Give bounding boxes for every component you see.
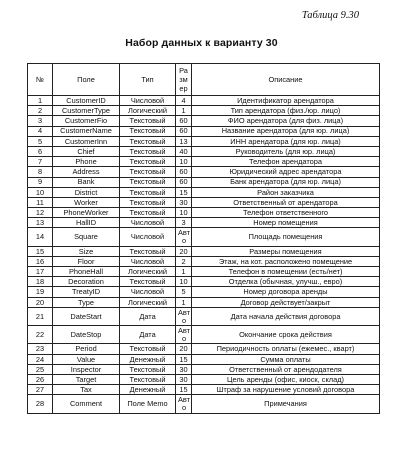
- table-row: [28, 354, 380, 364]
- cell-number: 15: [28, 246, 53, 256]
- cell-type: Текстовый: [120, 246, 176, 256]
- column-header-field: Поле: [53, 64, 120, 96]
- cell-field: Square: [53, 228, 120, 246]
- cell-number: 14: [28, 228, 53, 246]
- cell-description: Руководитель (для юр. лица): [192, 146, 380, 156]
- cell-field: Target: [53, 375, 120, 385]
- cell-type: Денежный: [120, 354, 176, 364]
- cell-field: HallID: [53, 218, 120, 228]
- cell-field: CustomerType: [53, 106, 120, 116]
- cell-description: Район заказчика: [192, 187, 380, 197]
- cell-type: Текстовый: [120, 208, 176, 218]
- cell-size: 40: [176, 146, 192, 156]
- cell-type: Логический: [120, 297, 176, 307]
- table-row: [28, 395, 380, 413]
- cell-field: Address: [53, 167, 120, 177]
- cell-type: Дата: [120, 307, 176, 325]
- cell-type: Числовой: [120, 228, 176, 246]
- cell-size: 60: [176, 177, 192, 187]
- cell-number: 26: [28, 375, 53, 385]
- cell-type: Логический: [120, 106, 176, 116]
- cell-number: 28: [28, 395, 53, 413]
- cell-description: ИНН арендатора (для юр. лица): [192, 136, 380, 146]
- cell-type: Числовой: [120, 287, 176, 297]
- cell-description: ФИО арендатора (для физ. лица): [192, 116, 380, 126]
- cell-size: 1: [176, 297, 192, 307]
- cell-number: 23: [28, 344, 53, 354]
- table-row: [28, 106, 380, 116]
- cell-type: Поле Memo: [120, 395, 176, 413]
- cell-type: Числовой: [120, 256, 176, 266]
- cell-number: 16: [28, 256, 53, 266]
- table-header-row: [28, 64, 380, 96]
- cell-number: 10: [28, 187, 53, 197]
- page-title: Набор данных к варианту 30: [125, 37, 278, 49]
- data-table: [27, 63, 380, 414]
- cell-description: Юридический адрес арендатора: [192, 167, 380, 177]
- column-header-number: №: [28, 64, 53, 96]
- cell-field: PhoneWorker: [53, 208, 120, 218]
- cell-number: 11: [28, 197, 53, 207]
- table-row: [28, 96, 380, 106]
- cell-number: 9: [28, 177, 53, 187]
- cell-size: [176, 307, 192, 325]
- table-row: [28, 297, 380, 307]
- cell-number: 17: [28, 267, 53, 277]
- cell-number: 18: [28, 277, 53, 287]
- cell-field: Period: [53, 344, 120, 354]
- cell-size: 15: [176, 385, 192, 395]
- cell-field: Chief: [53, 146, 120, 156]
- table-row: [28, 246, 380, 256]
- cell-field: Type: [53, 297, 120, 307]
- cell-field: CustomerInn: [53, 136, 120, 146]
- cell-size: 13: [176, 136, 192, 146]
- cell-description: Периодичность оплаты (ежемес., кварт): [192, 344, 380, 354]
- cell-type: Дата: [120, 326, 176, 344]
- table-row: [28, 177, 380, 187]
- cell-size: 30: [176, 197, 192, 207]
- table-row: [28, 287, 380, 297]
- table-row: [28, 344, 380, 354]
- cell-field: TreatyID: [53, 287, 120, 297]
- column-header-type: Тип: [120, 64, 176, 96]
- cell-field: District: [53, 187, 120, 197]
- cell-number: 22: [28, 326, 53, 344]
- cell-size: [176, 395, 192, 413]
- cell-number: 27: [28, 385, 53, 395]
- cell-type: Текстовый: [120, 344, 176, 354]
- table-row: [28, 267, 380, 277]
- cell-field: Worker: [53, 197, 120, 207]
- cell-number: 24: [28, 354, 53, 364]
- table-row: [28, 167, 380, 177]
- cell-type: Текстовый: [120, 375, 176, 385]
- table-row: [28, 326, 380, 344]
- cell-field: Tax: [53, 385, 120, 395]
- cell-size-label: Авто: [177, 307, 191, 325]
- cell-type: Текстовый: [120, 136, 176, 146]
- cell-description: Ответственный от арендатора: [192, 197, 380, 207]
- cell-size: 10: [176, 208, 192, 218]
- cell-field: CustomerName: [53, 126, 120, 136]
- cell-size: 1: [176, 106, 192, 116]
- cell-type: Текстовый: [120, 197, 176, 207]
- table-number: Таблица 9.30: [301, 10, 359, 21]
- cell-field: Comment: [53, 395, 120, 413]
- table-row: [28, 218, 380, 228]
- cell-field: DateStart: [53, 307, 120, 325]
- cell-size: 30: [176, 364, 192, 374]
- cell-description: Номер помещения: [192, 218, 380, 228]
- table-row: [28, 197, 380, 207]
- cell-field: CustomerFio: [53, 116, 120, 126]
- cell-type: Текстовый: [120, 364, 176, 374]
- table-row: [28, 385, 380, 395]
- cell-number: 21: [28, 307, 53, 325]
- cell-description: Размеры помещения: [192, 246, 380, 256]
- cell-type: Логический: [120, 267, 176, 277]
- cell-field: Decoration: [53, 277, 120, 287]
- cell-size: 30: [176, 375, 192, 385]
- table-row: [28, 277, 380, 287]
- cell-size: 5: [176, 287, 192, 297]
- cell-type: Числовой: [120, 96, 176, 106]
- cell-size: [176, 228, 192, 246]
- cell-size-label: Авто: [177, 395, 191, 413]
- cell-description: Ответственный от арендодателя: [192, 364, 380, 374]
- cell-number: 19: [28, 287, 53, 297]
- cell-description: Цель аренды (офис, киоск, склад): [192, 375, 380, 385]
- cell-description: Тип арендатора (физ./юр. лицо): [192, 106, 380, 116]
- cell-field: Bank: [53, 177, 120, 187]
- cell-description: Банк арендатора (для юр. лица): [192, 177, 380, 187]
- cell-size: 2: [176, 256, 192, 266]
- cell-description: Площадь помещения: [192, 228, 380, 246]
- table-row: [28, 146, 380, 156]
- cell-field: DateStop: [53, 326, 120, 344]
- column-header-description: Описание: [192, 64, 380, 96]
- cell-size: 20: [176, 246, 192, 256]
- cell-size: 10: [176, 277, 192, 287]
- table-row: [28, 228, 380, 246]
- cell-description: Отделка (обычная, улучш., евро): [192, 277, 380, 287]
- cell-size: 60: [176, 126, 192, 136]
- cell-description: Примечания: [192, 395, 380, 413]
- cell-size: 15: [176, 187, 192, 197]
- cell-description: Идентификатор арендатора: [192, 96, 380, 106]
- cell-field: PhoneHall: [53, 267, 120, 277]
- cell-size: 4: [176, 96, 192, 106]
- cell-number: 20: [28, 297, 53, 307]
- cell-type: Текстовый: [120, 277, 176, 287]
- cell-type: Текстовый: [120, 177, 176, 187]
- cell-size-label: Авто: [177, 326, 191, 343]
- table-row: [28, 116, 380, 126]
- cell-number: 5: [28, 136, 53, 146]
- cell-field: Phone: [53, 157, 120, 167]
- cell-description: Договор действует/закрыт: [192, 297, 380, 307]
- table-body: [28, 96, 380, 414]
- cell-description: Телефон в помещении (есть/нет): [192, 267, 380, 277]
- cell-description: Штраф за нарушение условий договора: [192, 385, 380, 395]
- table-row: [28, 256, 380, 266]
- cell-description: Телефон ответственного: [192, 208, 380, 218]
- cell-field: Inspector: [53, 364, 120, 374]
- cell-number: 25: [28, 364, 53, 374]
- cell-type: Денежный: [120, 385, 176, 395]
- cell-type: Текстовый: [120, 116, 176, 126]
- cell-description: Телефон арендатора: [192, 157, 380, 167]
- table-row: [28, 375, 380, 385]
- column-header-size-label: Размер: [179, 65, 188, 94]
- cell-field: Floor: [53, 256, 120, 266]
- cell-number: 12: [28, 208, 53, 218]
- cell-size: 15: [176, 354, 192, 364]
- cell-size: 20: [176, 344, 192, 354]
- cell-description: Этаж, на кот. расположено помещение: [192, 256, 380, 266]
- cell-field: Value: [53, 354, 120, 364]
- cell-number: 7: [28, 157, 53, 167]
- cell-number: 1: [28, 96, 53, 106]
- cell-number: 3: [28, 116, 53, 126]
- cell-field: CustomerID: [53, 96, 120, 106]
- cell-number: 4: [28, 126, 53, 136]
- cell-type: Текстовый: [120, 157, 176, 167]
- table-row: [28, 307, 380, 325]
- cell-size-label: Авто: [177, 228, 191, 246]
- cell-field: Size: [53, 246, 120, 256]
- cell-number: 8: [28, 167, 53, 177]
- cell-number: 2: [28, 106, 53, 116]
- table-row: [28, 364, 380, 374]
- cell-size: 60: [176, 116, 192, 126]
- cell-size: [176, 326, 192, 344]
- cell-description: Окончание срока действия: [192, 326, 380, 344]
- cell-type: Текстовый: [120, 146, 176, 156]
- column-header-size: [176, 64, 192, 96]
- cell-type: Текстовый: [120, 187, 176, 197]
- cell-size: 10: [176, 157, 192, 167]
- cell-description: Номер договора аренды: [192, 287, 380, 297]
- table-row: [28, 126, 380, 136]
- cell-description: Сумма оплаты: [192, 354, 380, 364]
- cell-size: 3: [176, 218, 192, 228]
- cell-size: 60: [176, 167, 192, 177]
- cell-description: Дата начала действия договора: [192, 307, 380, 325]
- table-row: [28, 157, 380, 167]
- cell-number: 13: [28, 218, 53, 228]
- cell-type: Текстовый: [120, 126, 176, 136]
- table-row: [28, 187, 380, 197]
- cell-size: 1: [176, 267, 192, 277]
- table-row: [28, 208, 380, 218]
- cell-description: Название арендатора (для юр. лица): [192, 126, 380, 136]
- cell-type: Текстовый: [120, 167, 176, 177]
- table-row: [28, 136, 380, 146]
- cell-type: Числовой: [120, 218, 176, 228]
- cell-number: 6: [28, 146, 53, 156]
